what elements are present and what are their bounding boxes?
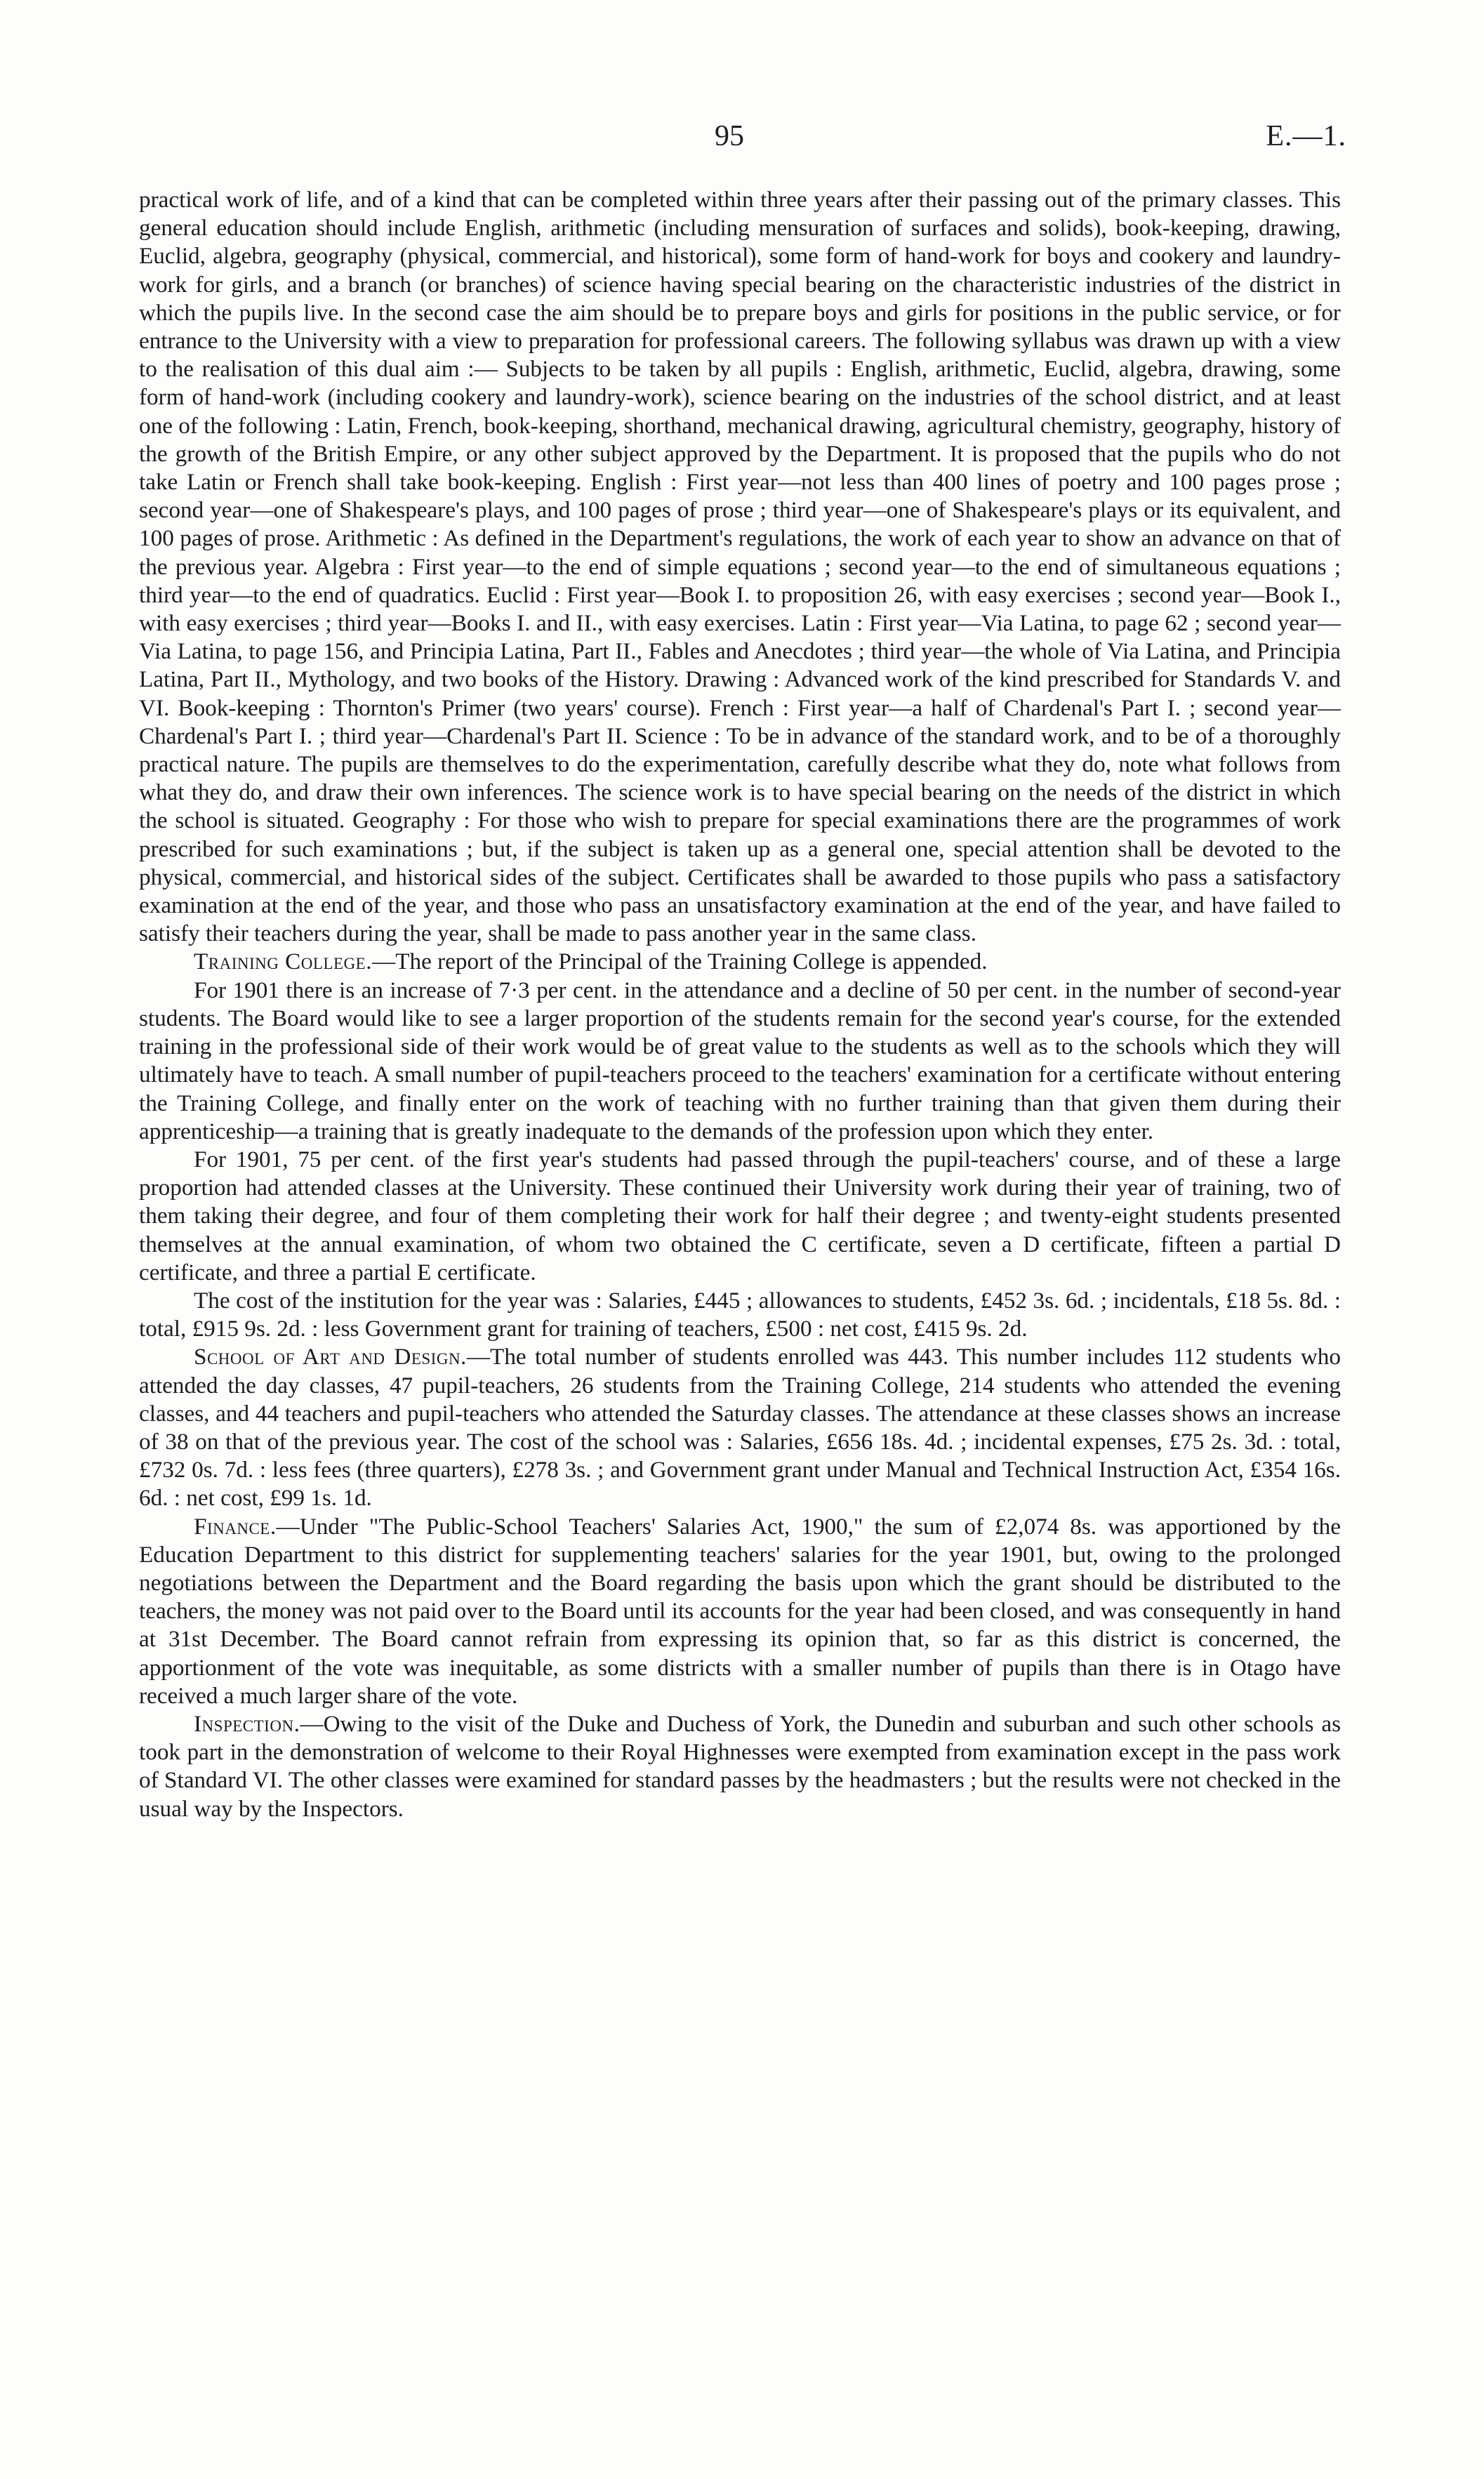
training-college-text: —The report of the Principal of the Training College is appended. (372, 948, 988, 975)
inspection-text: —Owing to the visit of the Duke and Duchess of York, the Dunedin and suburban and such other schools as took part in the demonstration of welcome to their Royal Highnesses were exempted from examination except in the pass work of Standard VI. The other classes were examined for standard passes by the headmasters ; but the results were not checked in the usual way by the Inspectors. (139, 1710, 1341, 1822)
section-heading-art-and-design: School of Art and Design. (194, 1344, 467, 1370)
paragraph-training-college (139, 948, 1341, 976)
paragraph-attendance-1901: For 1901 there is an increase of 7·3 per cent. in the attendance and a decline of 50 per cent. in the number of second-year students. The Board would like to see a larger proportion of the students remain for the second year's course, for the extended training in the professional side of their work would be of great value to the students as well as to the schools which they will ultimately have to teach. A small number of pupil-teachers proceed to the teachers' examination for a certificate without entering the Training College, and finally enter on the work of teaching with no further training than that given them during their apprenticeship—a training that is greatly inadequate to the demands of the profession upon which they enter. (139, 977, 1341, 1144)
paragraph-syllabus: practical work of life, and of a kind that can be completed within three years after their passing out of the primary classes. This general education should include English, arithmetic (including mensuration of surfaces and solids), book-keeping, drawing, Euclid, algebra, geography (physical, commercial, and historical), some form of hand-work for boys and cookery and laundry-work for girls, and a branch (or branches) of science having special bearing on the characteristic industries of the district in which the pupils live. In the second case the aim should be to prepare boys and girls for positions in the public service, or for entrance to the University with a view to preparation for professional careers. The following syllabus was drawn up with a view to the realisation of this dual aim :— Subjects to be taken by all pupils : English, arithmetic, Euclid, algebra, drawing, some form of hand-work (including cookery and laundry-work), science bearing on the industries of the school district, and at least one of the following : Latin, French, book-keeping, shorthand, mechanical drawing, agricultural chemistry, geography, history of the growth of the British Empire, or any other subject approved by the Department. It is proposed that the pupils who do not take Latin or French shall take book-keeping. English : First year—not less than 400 lines of poetry and 100 pages prose ; second year—one of Shakespeare's plays, and 100 pages of prose ; third year—one of Shakespeare's plays or its equivalent, and 100 pages of prose. Arithmetic : As defined in the Department's regulations, the work of each year to show an advance on that of the previous year. Algebra : First year—to the end of simple equations ; second year—to the end of simultaneous equations ; third year—to the end of quadratics. Euclid : First year—Book I. to proposition 26, with easy exercises ; second year—Book I., with easy exercises ; third year—Books I. and II., with easy exercises. Latin : First year—Via Latina, to page 62 ; second year—Via Latina, to page 156, and Principia Latina, Part II., Fables and Anecdotes ; third year—the whole of Via Latina, and Principia Latina, Part II., Mythology, and two books of the History. Drawing : Advanced work of the kind prescribed for Standards V. and VI. Book-keeping : Thornton's Primer (two years' course). French : First year—a half of Chardenal's Part I. ; second year—Chardenal's Part I. ; third year—Chardenal's Part II. Science : To be in advance of the standard work, and to be of a thoroughly practical nature. The pupils are themselves to do the experimentation, carefully describe what they do, note what follows from what they do, and draw their own inferences. The science work is to have special bearing on the needs of the district in which the school is situated. Geography : For those who wish to prepare for special examinations there are the programmes of work prescribed for such examinations ; but, if the subject is taken up as a general one, special attention shall be devoted to the physical, commercial, and historical sides of the subject. Certificates shall be awarded to those pupils who pass a satisfactory examination at the end of the year, and those who pass an unsatisfactory examination at the end of the year, and have failed to satisfy their teachers during the year, shall be made to pass another year in the same class. (139, 187, 1341, 947)
paragraph-first-year-students: For 1901, 75 per cent. of the first year's students had passed through the pupil-teachers' course, and of these a large proportion had attended classes at the University. These continued their University work during their year of training, two of them taking their degree, and four of them completing their work for half their degree ; and twenty-eight students presented themselves at the annual examination, of whom two obtained the C certificate, seven a D certificate, fifteen a partial D certificate, and three a partial E certificate. (139, 1146, 1341, 1285)
paragraph-finance (139, 1513, 1341, 1710)
section-heading-training-college: Training College. (194, 948, 373, 975)
finance-text: —Under "The Public-School Teachers' Salaries Act, 1900," the sum of £2,074 8s. was apportioned by the Education Department to this district for supplementing teachers' salaries for the year 1901, but, owing to the prolonged negotiations between the Department and the Board regarding the basis upon which the grant should be distributed to the teachers, the money was not paid over to the Board until its accounts for the year had been closed, and was consequently in hand at 31st December. The Board cannot refrain from expressing its opinion that, so far as this district is concerned, the apportionment of the vote was inequitable, as some districts with a smaller number of pupils than there is in Otago have received a much larger share of the vote. (139, 1513, 1341, 1709)
paragraph-art-and-design (139, 1343, 1341, 1512)
section-heading-finance: Finance. (194, 1513, 277, 1540)
art-and-design-text: —The total number of students enrolled was 443. This number includes 112 students who attended the day classes, 47 pupil-teachers, 26 students from the Training College, 214 students who attended the evening classes, and 44 teachers and pupil-teachers who attended the Saturday classes. The attendance at these classes shows an increase of 38 on that of the previous year. The cost of the school was : Salaries, £656 18s. 4d. ; incidental expenses, £75 2s. 3d. : total, £732 0s. 7d. : less fees (three quarters), £278 3s. ; and Government grant under Manual and Technical Instruction Act, £354 16s. 6d. : net cost, £99 1s. 1d. (139, 1344, 1341, 1512)
page-header (0, 119, 1484, 161)
section-heading-inspection: Inspection. (194, 1710, 300, 1737)
body-text (139, 186, 1341, 1823)
page-number: 95 (715, 120, 744, 152)
paragraph-institution-cost: The cost of the institution for the year was : Salaries, £445 ; allowances to students, £452 3s. 6d. ; incidentals, £18 5s. 8d. : total, £915 9s. 2d. : less Government grant for training of teachers, £500 : net cost, £415 9s. 2d. (139, 1287, 1341, 1342)
paragraph-inspection (139, 1710, 1341, 1823)
document-code: E.—1. (1266, 120, 1346, 152)
